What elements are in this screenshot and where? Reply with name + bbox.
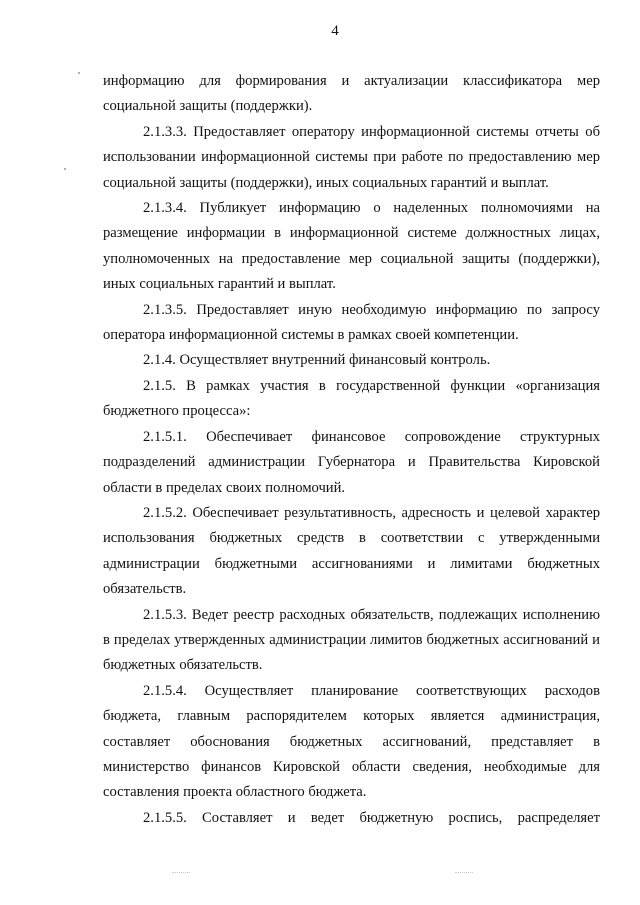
scan-speck — [64, 168, 66, 170]
paragraph-2-1-5-3: 2.1.5.3. Ведет реестр расходных обязательств, подлежащих исполнению в пределах утвержденных администрации лимитов бюджетных ассигнований и бюджетных обязательств. — [103, 606, 600, 674]
paragraph-2-1-5-1: 2.1.5.1. Обеспечивает финансовое сопровождение структурных подразделений администрации Губернатора и Правительства Кировской области в пределах своих полномочий. — [103, 428, 600, 496]
paragraph-2-1-3-4: 2.1.3.4. Публикует информацию о наделенных полномочиями на размещение информации в информационной системе должностных лицах, уполномоченных на предоставление мер социальной защиты (поддержки), иных социальных гарантий и выплат. — [103, 200, 600, 293]
scan-speck — [78, 72, 80, 74]
paragraph-2-1-5-4: 2.1.5.4. Осуществляет планирование соответствующих расходов бюджета, главным распорядителем которых является администрация, составляет обоснования бюджетных ассигнований, представляет в министерство финансов Кировской области сведения, необходимые для составления проекта областного бюджета. — [103, 682, 600, 801]
page-number: 4 — [331, 23, 339, 39]
document-body — [103, 69, 600, 831]
paragraph-2-1-5-5: 2.1.5.5. Составляет и ведет бюджетную роспись, распределяет — [143, 809, 600, 826]
paragraph-2-1-3-3: 2.1.3.3. Предоставляет оператору информационной системы отчеты об использовании информационной системы при работе по предоставлению мер социальной защиты (поддержки), иных социальных гарантий и выплат. — [103, 123, 600, 191]
paragraph-2-1-5-2: 2.1.5.2. Обеспечивает результативность, адресность и целевой характер использования бюджетных средств в соответствии с утвержденными администрации бюджетными ассигнованиями и лимитами бюджетных обязательств. — [103, 504, 600, 598]
scan-artifact — [455, 872, 473, 874]
paragraph-2-1-5: 2.1.5. В рамках участия в государственной функции «организация бюджетного процесса»: — [103, 377, 600, 420]
paragraph-continuation: информацию для формирования и актуализации классификатора мер социальной защиты (поддержки). — [103, 73, 600, 115]
paragraph-2-1-4: 2.1.4. Осуществляет внутренний финансовый контроль. — [143, 352, 491, 369]
scan-artifact — [172, 872, 190, 874]
paragraph-2-1-3-5: 2.1.3.5. Предоставляет иную необходимую информацию по запросу оператора информационной системы в рамках своей компетенции. — [103, 301, 600, 344]
